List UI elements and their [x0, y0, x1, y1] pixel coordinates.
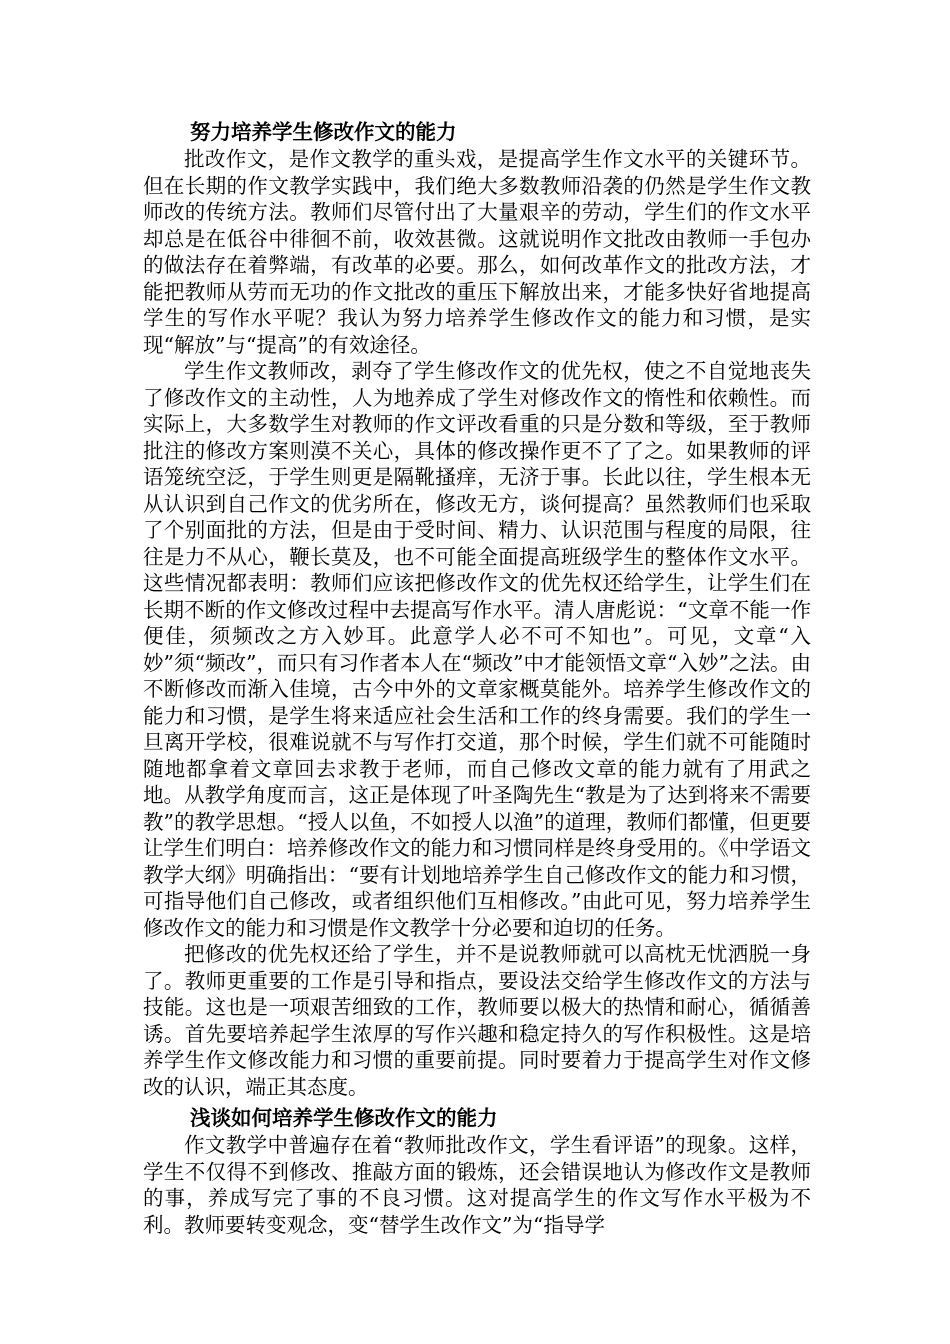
document-body [143, 118, 811, 1238]
body-paragraph: 作文教学中普遍存在着“教师批改作文，学生看评语”的现象。这样，学生不仅得不到修改、推敲方面的锻炼，还会错误地认为修改作文是教师的事，养成写完了事的不良习惯。这对提高学生的作文写作水平极为不利。教师要转变观念，变“替学生改作文”为“指导学 [143, 1133, 811, 1237]
body-paragraph: 学生作文教师改，剥夺了学生修改作文的优先权，使之不自觉地丧失了修改作文的主动性，人为地养成了学生对修改作文的惰性和依赖性。而实际上，大多数学生对教师的作文评改看重的只是分数和等级，至于教师批注的修改方案则漠不关心，具体的修改操作更不了了之。如果教师的评语笼统空泛，于学生则更是隔靴搔痒，无济于事。长此以往，学生根本无从认识到自己作文的优劣所在，修改无方，谈何提高？虽然教师们也采取了个别面批的方法，但是由于受时间、精力、认识范围与程度的局限，往往是力不从心，鞭长莫及，也不可能全面提高班级学生的整体作文水平。这些情况都表明：教师们应该把修改作文的优先权还给学生，让学生们在长期不断的作文修改过程中去提高写作水平。清人唐彪说：“文章不能一作便佳，须频改之方入妙耳。此意学人必不可不知也”。可见，文章“入妙”须“频改”，而只有习作者本人在“频改”中才能领悟文章“入妙”之法。由不断修改而渐入佳境，古今中外的文章家概莫能外。培养学生修改作文的能力和习惯，是学生将来适应社会生活和工作的终身需要。我们的学生一旦离开学校，很难说就不与写作打交道，那个时候，学生们就不可能随时随地都拿着文章回去求教于老师，而自己修改文章的能力就有了用武之地。从教学角度而言，这正是体现了叶圣陶先生“教是为了达到将来不需要教”的教学思想。“授人以鱼，不如授人以渔”的道理，教师们都懂，但更要让学生们明白：培养修改作文的能力和习惯同样是终身受用的。《中学语文教学大纲》明确指出：“要有计划地培养学生自己修改作文的能力和习惯，可指导他们自己修改，或者组织他们互相修改。”由此可见，努力培养学生修改作文的能力和习惯是作文教学十分必要和迫切的任务。 [143, 359, 811, 940]
body-paragraph: 把修改的优先权还给了学生，并不是说教师就可以高枕无忧洒脱一身了。教师更重要的工作是引导和指点，要设法交给学生修改作文的方法与技能。这也是一项艰苦细致的工作，教师要以极大的热情和耐心，循循善诱。首先要培养起学生浓厚的写作兴趣和稳定持久的写作积极性。这是培养学生作文修改能力和习惯的重要前提。同时要着力于提高学生对作文修改的认识，端正其态度。 [143, 942, 811, 1099]
article-title: 浅谈如何培养学生修改作文的能力 [190, 1106, 498, 1130]
article-title: 努力培养学生修改作文的能力 [190, 120, 457, 144]
body-paragraph: 批改作文，是作文教学的重头戏，是提高学生作文水平的关键环节。但在长期的作文教学实践中，我们绝大多数教师沿袭的仍然是学生作文教师改的传统方法。教师们尽管付出了大量艰辛的劳动，学生们的作文水平却总是在低谷中徘徊不前，收效甚微。这就说明作文批改由教师一手包办的做法存在着弊端，有改革的必要。那么，如何改革作文的批改方法，才能把教师从劳而无功的作文批改的重压下解放出来，才能多快好省地提高学生的写作水平呢？我认为努力培养学生修改作文的能力和习惯，是实现“解放”与“提高”的有效途径。 [143, 147, 811, 357]
